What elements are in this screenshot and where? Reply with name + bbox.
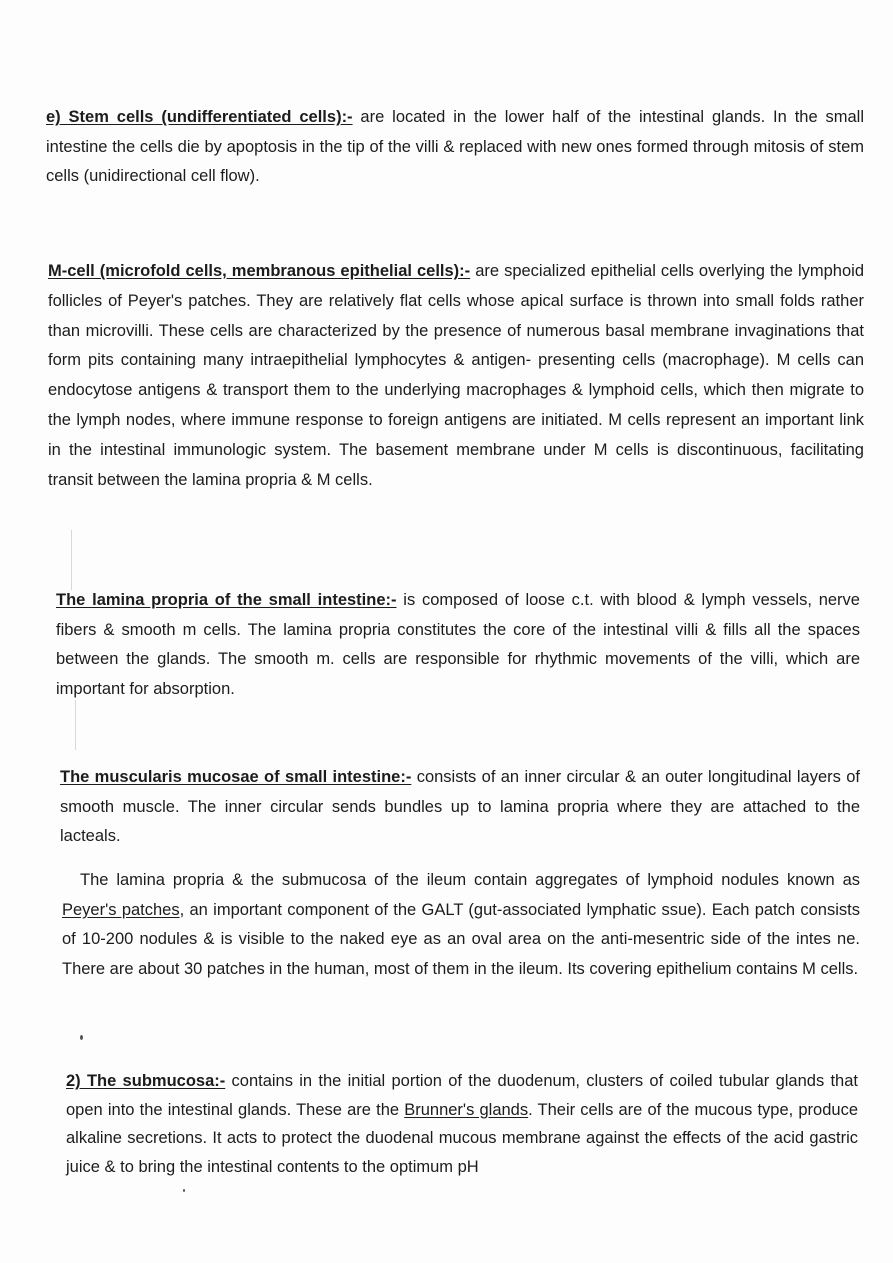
stem-cells-paragraph	[46, 103, 864, 192]
scan-artifact-line	[71, 530, 72, 590]
m-cell-heading: M-cell (microfold cells, membranous epithelial cells):-	[48, 262, 471, 280]
m-cell-paragraph	[48, 257, 864, 495]
m-cell-body: are specialized epithelial cells overlying the lymphoid follicles of Peyer's patches. They are relatively flat cells whose apical surface is thrown into small folds rather than microvilli. These cells are characterized by the presence of numerous basal membrane invaginations that form pits containing many intraepithelial lymphocytes & antigen- presenting cells (macrophage). M cells can endocytose antigens & transport them to the underlying macrophages & lymphoid cells, which then migrate to the lymph nodes, where immune response to foreign antigens are initiated. M cells represent an important link in the intestinal immunologic system. The basement membrane under M cells is discontinuous, facilitating transit between the lamina propria & M cells.	[48, 262, 864, 489]
peyers-patches-text-after: , an important component of the GALT (gut-associated lymphatic ssue). Each patch consists of 10-200 nodules & is visible to the naked eye as an oval area on the anti-mesentric side of the intes ne. There are about 30 patches in the human, most of them in the ileum. Its covering epithelium contains M cells.	[62, 900, 860, 978]
stem-cells-body: are located in the lower half of the intestinal glands. In the small intestine the cells die by apoptosis in the tip of the villi & replaced with new ones formed through mitosis of stem cells (unidirectional cell flow).	[46, 108, 865, 185]
peyers-patches-paragraph	[62, 866, 860, 984]
peyers-patches-text-before: The lamina propria & the submucosa of the ileum contain aggregates of lymphoid nodules known as	[80, 871, 860, 889]
lamina-propria-body: is composed of loose c.t. with blood & lymph vessels, nerve fibers & smooth m cells. The lamina propria constitutes the core of the intestinal villi & fills all the spaces between the glands. The smooth m. cells are responsible for rhythmic movements of the villi, which are important for absorption.	[56, 591, 860, 698]
brunners-glands-term: Brunner's glands	[404, 1100, 529, 1119]
submucosa-paragraph	[66, 1067, 858, 1181]
scan-artifact-speck	[80, 1035, 83, 1040]
lamina-propria-paragraph	[56, 586, 860, 704]
scan-artifact-speck	[183, 1189, 185, 1192]
stem-cells-heading: e) Stem cells (undifferentiated cells):-	[46, 108, 353, 126]
scan-artifact-line	[75, 700, 76, 750]
muscularis-mucosae-paragraph	[60, 763, 860, 852]
lamina-propria-heading: The lamina propria of the small intestine:-	[56, 591, 397, 609]
submucosa-heading: 2) The submucosa:-	[66, 1072, 226, 1090]
muscularis-mucosae-body: consists of an inner circular & an outer longitudinal layers of smooth muscle. The inner circular sends bundles up to lamina propria where they are attached to the lacteals.	[60, 768, 860, 845]
peyers-patches-term: Peyer's patches	[62, 900, 180, 919]
muscularis-mucosae-heading: The muscularis mucosae of small intestine:-	[60, 768, 412, 786]
submucosa-text-before: contains in the initial portion of the duodenum, clusters of coiled tubular glands that open into the intestinal glands. These are the	[66, 1072, 858, 1119]
submucosa-text-after: . Their cells are of the mucous type, produce alkaline secretions. It acts to protect the duodenal mucous membrane against the effects of the acid gastric juice & to bring the intestinal contents to the optimum pH	[66, 1100, 859, 1176]
